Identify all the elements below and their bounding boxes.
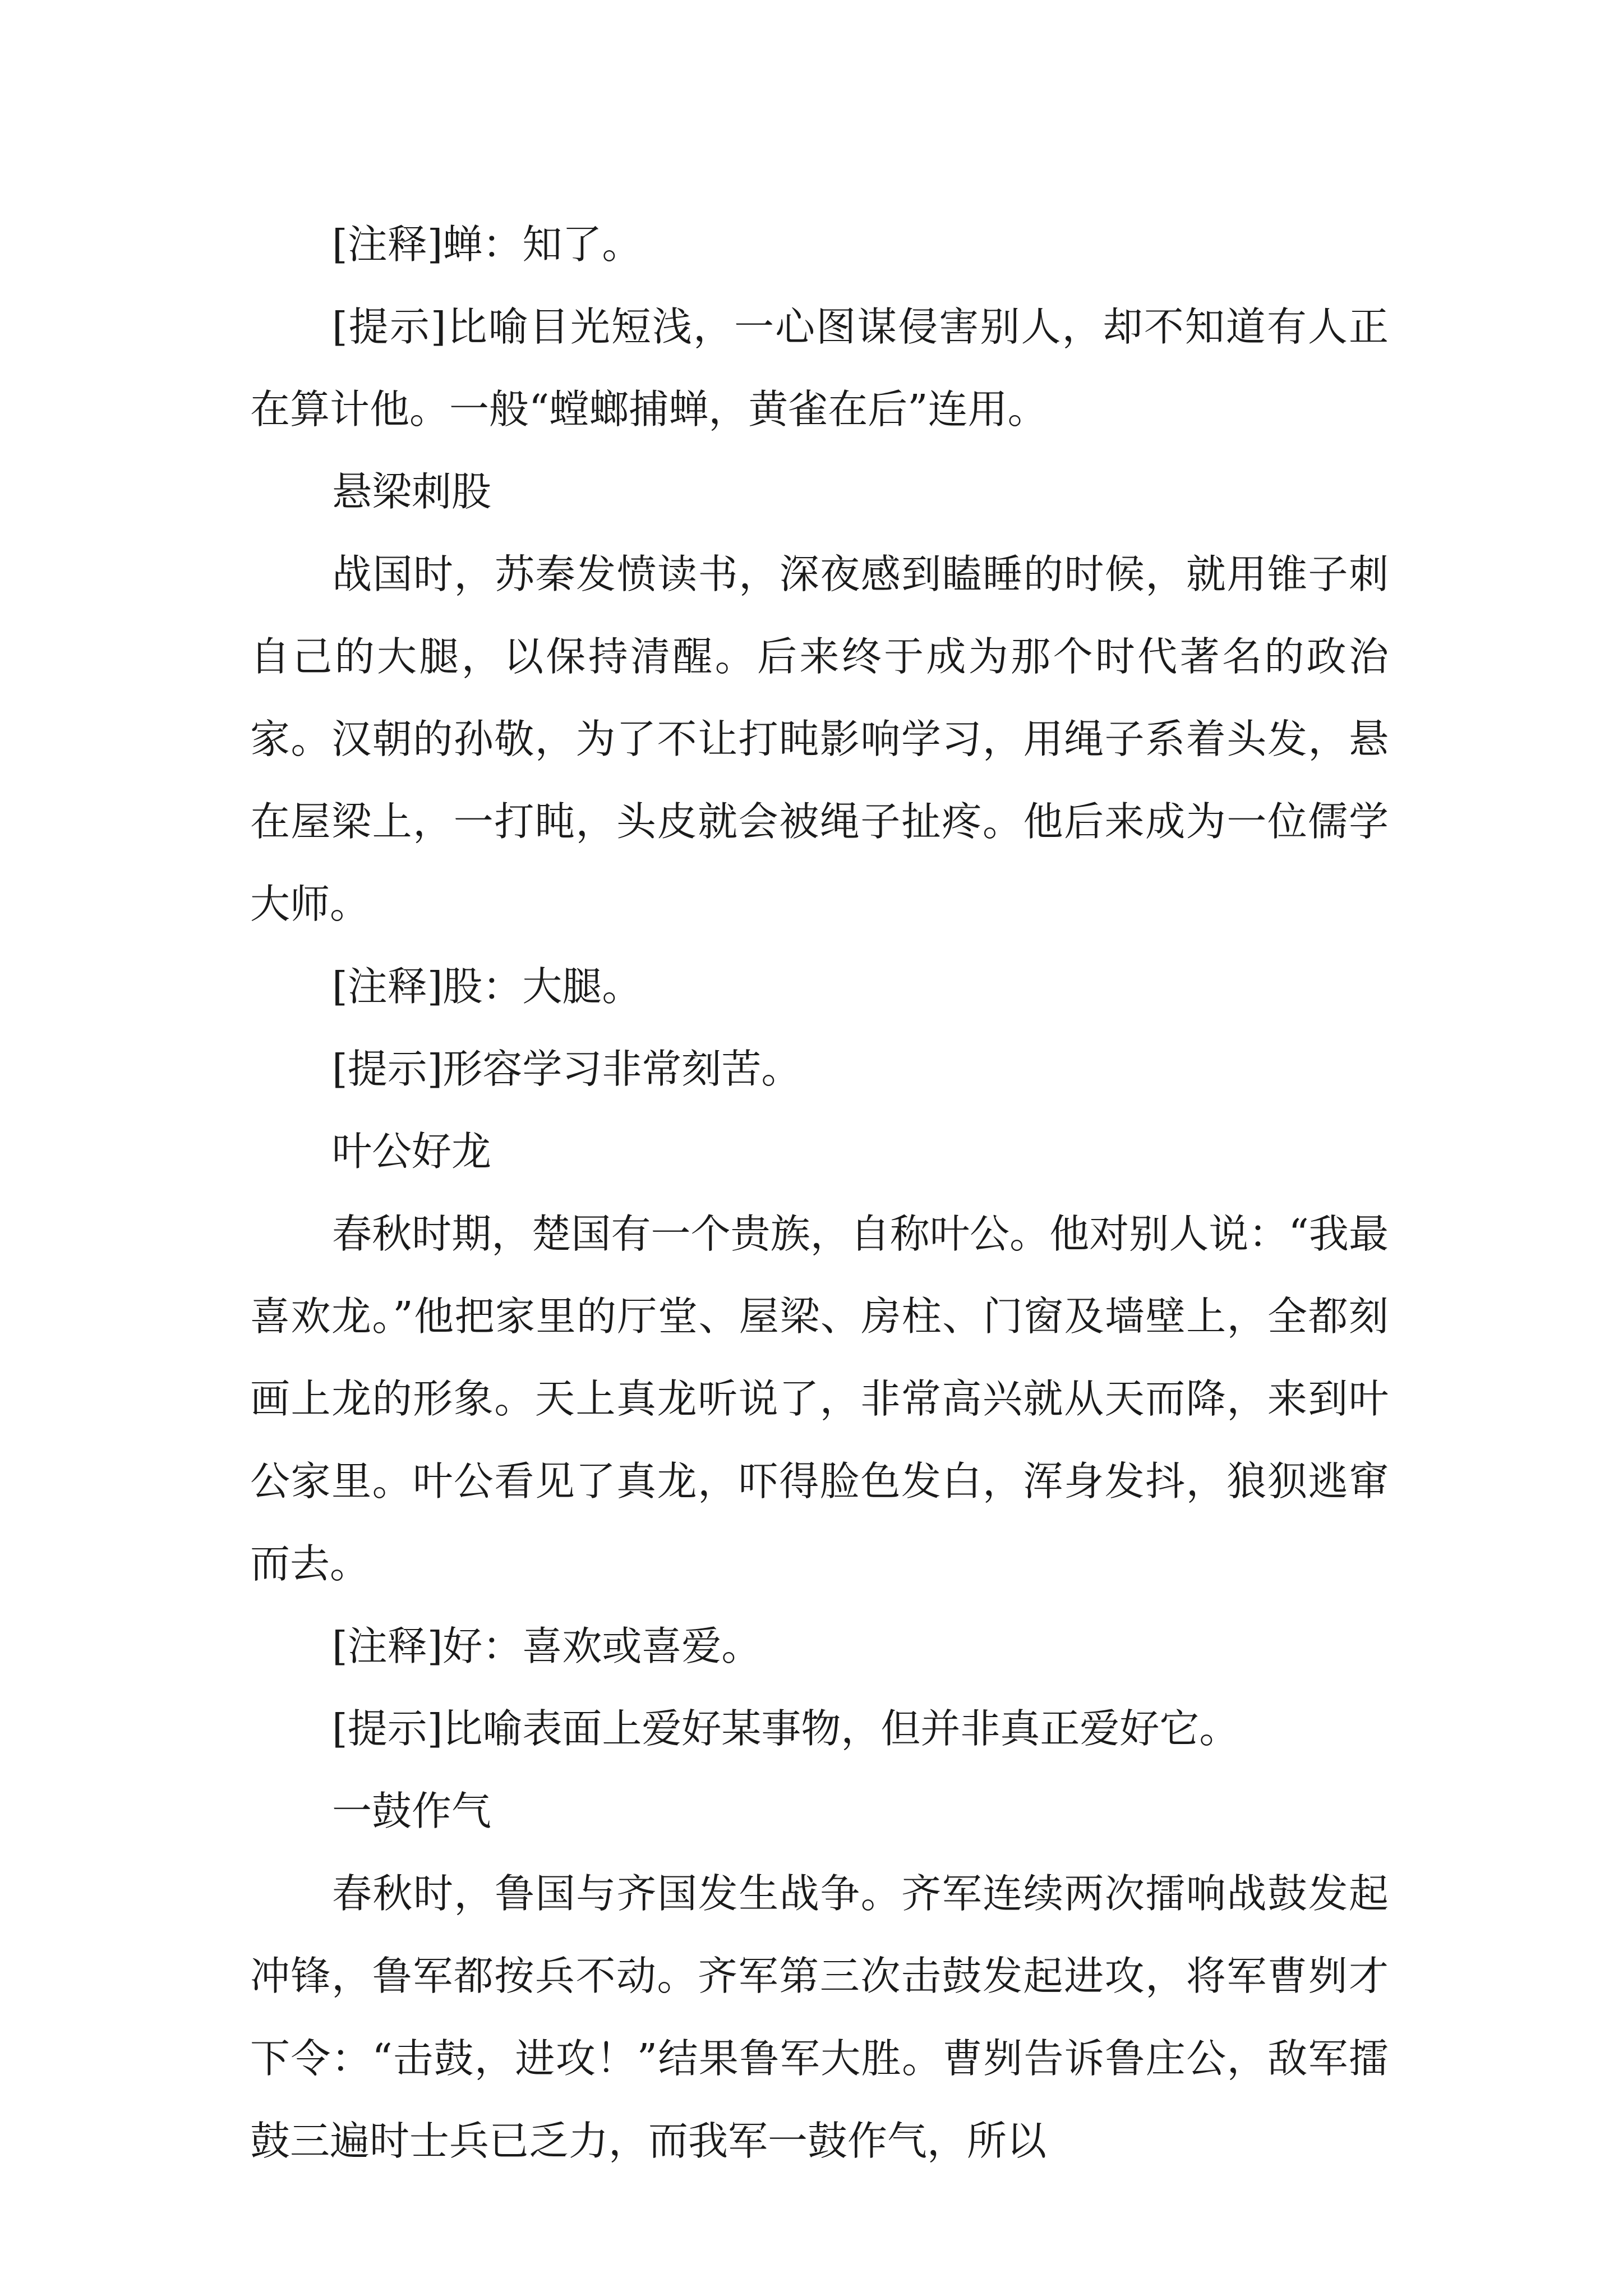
annotation-paragraph: [注释]股：大腿。 [332, 963, 642, 1010]
annotation-paragraph: [注释]蝉：知了。 [332, 221, 642, 268]
idiom-title: 叶公好龙 [332, 1128, 492, 1175]
hint-paragraph: [提示]比喻表面上爱好某事物，但并非真正爱好它。 [332, 1705, 1239, 1752]
hint-paragraph: [提示]比喻目光短浅，一心图谋侵害别人，却不知道有人正在算计他。一般“螳螂捕蝉，黄雀在后”连用。 [250, 303, 1389, 432]
story-paragraph: 战国时，苏秦发愤读书，深夜感到瞌睡的时候，就用锥子刺自己的大腿，以保持清醒。后来终于成为那个时代著名的政治家。汉朝的孙敬，为了不让打盹影响学习，用绳子系着头发，悬在屋梁上，一打盹，头皮就会被绳子扯疼。他后来成为一位儒学大师。 [250, 551, 1389, 927]
annotation-paragraph: [注释]好：喜欢或喜爱。 [332, 1623, 762, 1669]
document-body [250, 203, 1389, 2182]
story-paragraph: 春秋时，鲁国与齐国发生战争。齐军连续两次擂响战鼓发起冲锋，鲁军都按兵不动。齐军第三次击鼓发起进攻，将军曹刿才下令：“击鼓，进攻！”结果鲁军大胜。曹刿告诉鲁庄公，敌军擂鼓三遍时士兵已乏力，而我军一鼓作气，所以 [250, 1870, 1389, 2164]
hint-paragraph: [提示]形容学习非常刻苦。 [332, 1046, 801, 1092]
story-paragraph: 春秋时期，楚国有一个贵族，自称叶公。他对别人说：“我最喜欢龙。”他把家里的厅堂、屋梁、房柱、门窗及墙壁上，全都刻画上龙的形象。天上真龙听说了，非常高兴就从天而降，来到叶公家里。叶公看见了真龙，吓得脸色发白，浑身发抖，狼狈逃窜而去。 [250, 1211, 1389, 1587]
idiom-title: 悬梁刺股 [332, 468, 492, 515]
idiom-title: 一鼓作气 [332, 1788, 492, 1834]
